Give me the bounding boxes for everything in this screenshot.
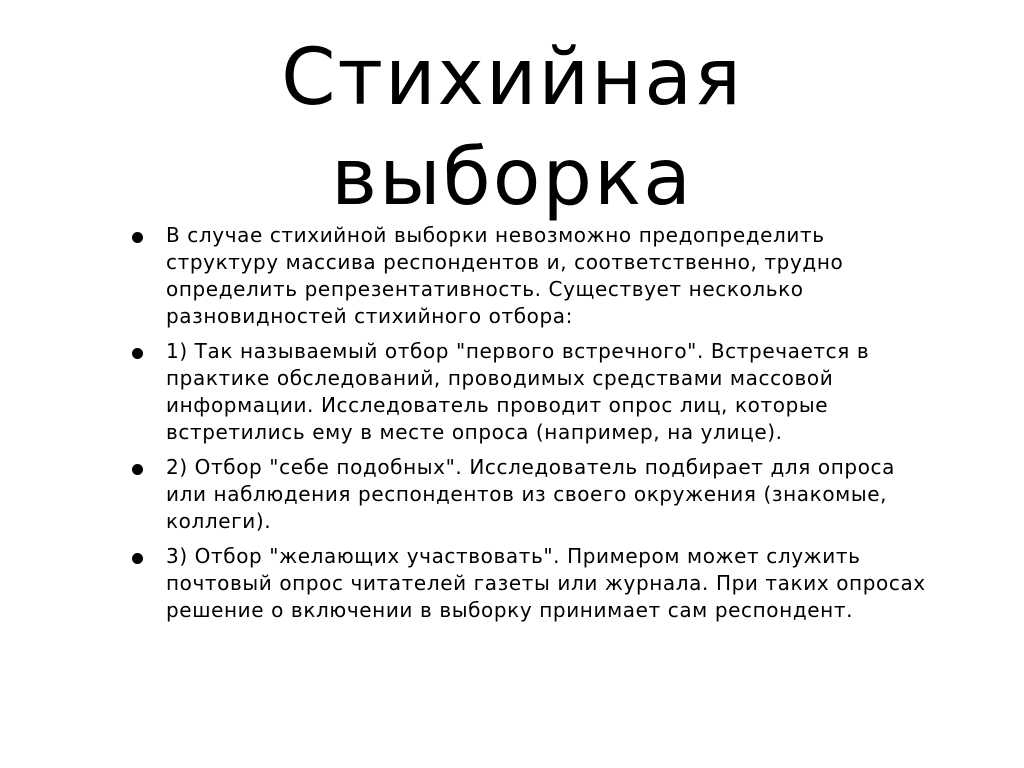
slide-title-line-1: Стихийная	[281, 33, 743, 123]
bullet-dot-icon	[132, 464, 143, 475]
bullet-text: 1) Так называемый отбор "первого встречного". Встречается в практике обследований, проводимых средствами массовой информации. Исследователь проводит опрос лиц, которые встретились ему в месте опроса (например, на улице).	[166, 339, 870, 444]
slide-title-line-2: выборка	[331, 133, 693, 223]
bullet-dot-icon	[132, 232, 143, 243]
bullet-item	[130, 454, 930, 535]
bullet-text: 3) Отбор "желающих участвовать". Примером может служить почтовый опрос читателей газеты или журнала. При таких опросах решение о включении в выборку принимает сам респондент.	[166, 544, 926, 622]
bullet-text: 2) Отбор "себе подобных". Исследователь подбирает для опроса или наблюдения респондентов из своего окружения (знакомые, коллеги).	[166, 455, 895, 533]
slide-title	[112, 28, 912, 228]
bullet-list	[130, 222, 930, 632]
bullet-item	[130, 338, 930, 446]
bullet-item	[130, 543, 930, 624]
bullet-dot-icon	[132, 348, 143, 359]
bullet-dot-icon	[132, 553, 143, 564]
bullet-text: В случае стихийной выборки невозможно предопределить структуру массива респондентов и, соответственно, трудно определить репрезентативность. Существует несколько разновидностей стихийного отбора:	[166, 223, 844, 328]
bullet-item	[130, 222, 930, 330]
